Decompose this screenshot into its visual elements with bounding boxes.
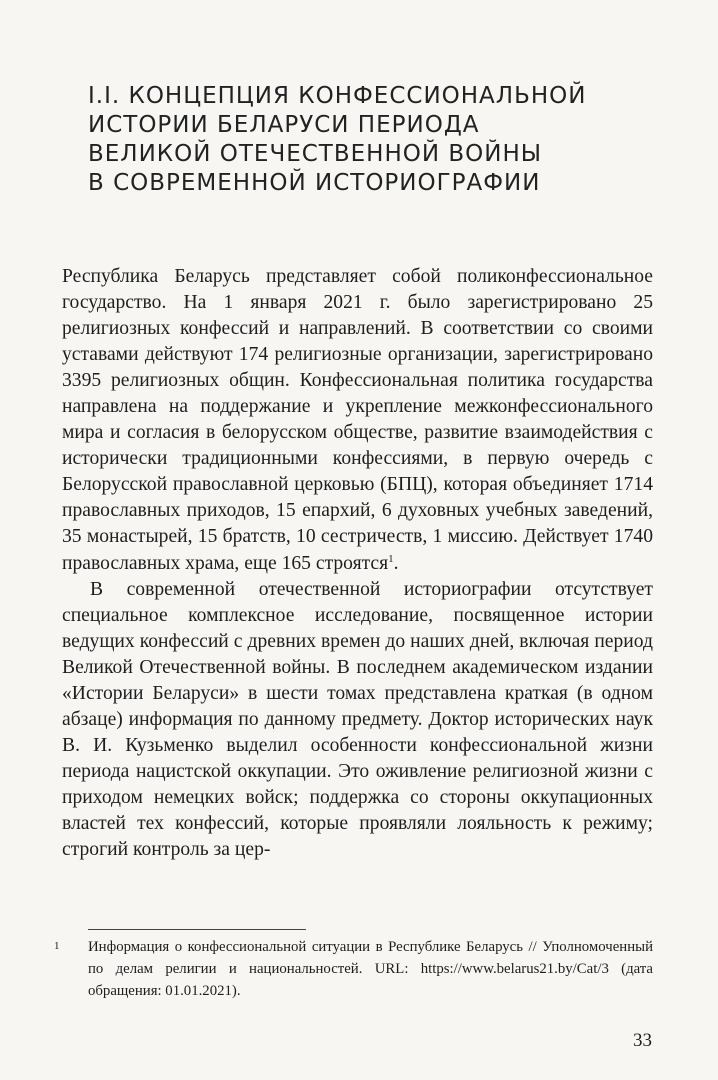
page-number: 33 xyxy=(633,1030,652,1051)
heading-line-4: В СОВРЕМЕННОЙ ИСТОРИОГРАФИИ xyxy=(88,170,541,196)
heading-line-1: I.I. КОНЦЕПЦИЯ КОНФЕССИОНАЛЬНОЙ xyxy=(88,83,587,109)
footnote-reference[interactable]: 1 xyxy=(388,552,394,565)
footnote-text: Информация о конфессиональной ситуации в Республике Беларусь // Уполномоченный по делам религии и национальностей. URL: https://www.belarus21.by/Cat/3 (дата обращения: 01.01.2021). xyxy=(88,939,653,999)
heading-line-2: ИСТОРИИ БЕЛАРУСИ ПЕРИОДА xyxy=(88,112,480,138)
chapter-heading xyxy=(88,82,648,198)
footnote-mark: 1 xyxy=(54,940,60,952)
paragraph-2: В современной отечественной историографии отсутствует специальное комплексное исследование, посвященное истории ведущих конфессий с древних времен до наших дней, включая период Великой Отечественной войны. В последнем академическом издании «Истории Беларуси» в шести томах представлена краткая (в одном абзаце) информация по данному предмету. Доктор исторических наук В. И. Кузьменко выделил особенности конфессиональной жизни периода нацистской оккупации. Это оживление религиозной жизни с приходом немецких войск; поддержка со стороны оккупационных властей тех конфессий, которые проявляли лояльность к режиму; строгий контроль за цер- xyxy=(62,578,653,861)
heading-line-3: ВЕЛИКОЙ ОТЕЧЕСТВЕННОЙ ВОЙНЫ xyxy=(88,141,543,167)
footnote-divider xyxy=(88,929,306,930)
footnote xyxy=(54,936,653,1002)
paragraph-1: Республика Беларусь представляет собой поликонфессиональное государство. На 1 января 2021 г. было зарегистрировано 25 религиозных конфессий и направлений. В соответствии со своими уставами действуют 174 религиозные организации, зарегистрировано 3395 религиозных общин. Конфессиональная политика государства направлена на поддержание и укрепление межконфессионального мира и согласия в белорусском обществе, развитие взаимодействия с исторически традиционными конфессиями, в первую очередь с Белорусской православной церковью (БПЦ), которая объединяет 1714 православных приходов, 15 епархий, 6 духовных учебных заведений, 35 монастырей, 15 братств, 10 сестричеств, 1 миссию. Действует 1740 православных храма, еще 165 строятся$^1$. xyxy=(62,266,653,574)
body-text xyxy=(62,264,653,863)
paragraph-1-text: Республика Беларусь представляет собой поликонфессиональное государство. На 1 января 2021 г. было зарегистрировано 25 религиозных конфессий и направлений. В соответствии со своими уставами действуют 174 религиозные организации, зарегистрировано 3395 религиозных общин. Конфессиональная политика государства направлена на поддержание и укрепление межконфессионального мира и согласия в белорусском обществе, развитие взаимодействия с исторически традиционными конфессиями, в первую очередь с Белорусской православной церковью (БПЦ), которая объединяет 1714 православных приходов, 15 епархий, 6 духовных учебных заведений, 35 монастырей, 15 братств, 10 сестричеств, 1 миссию. Действует 1740 православных храма, еще 165 строятся xyxy=(62,266,653,574)
